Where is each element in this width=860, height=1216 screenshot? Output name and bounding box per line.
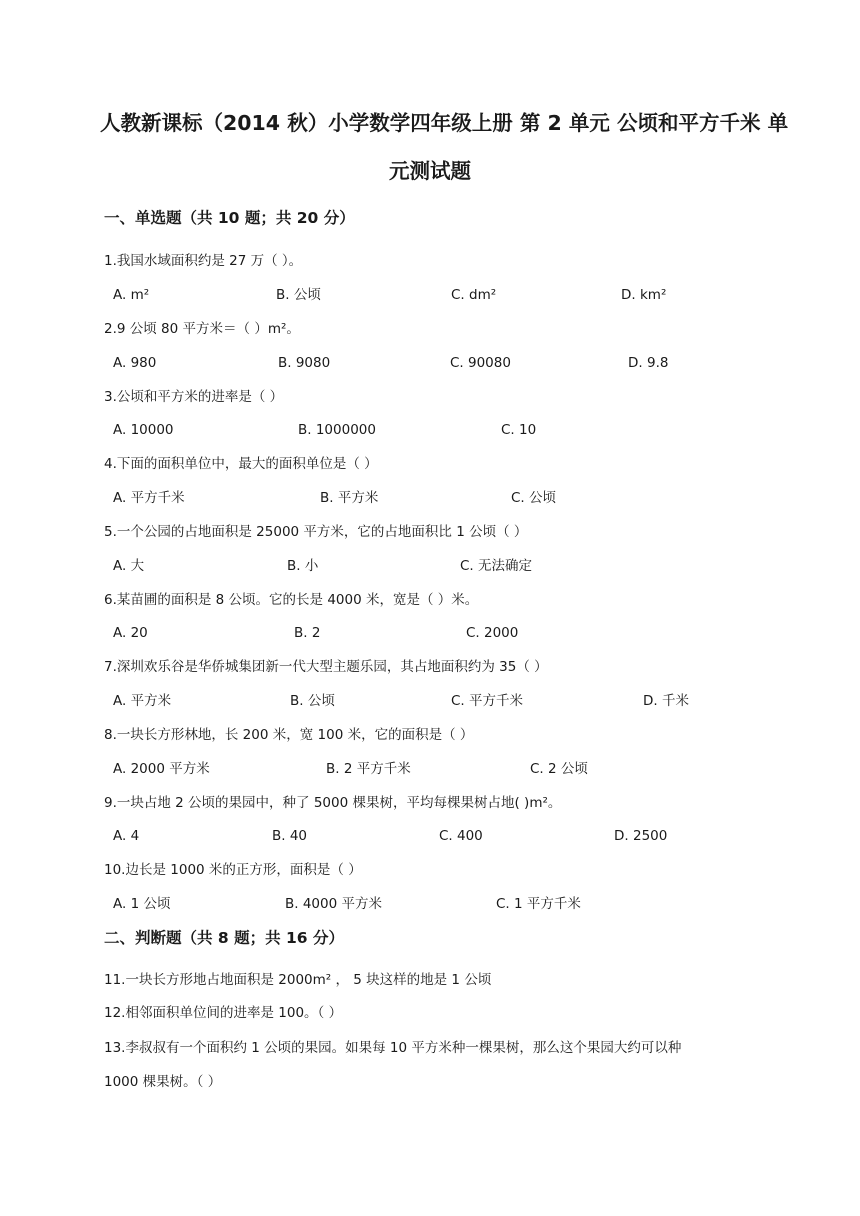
- question-4-option-a: A. 平方千米: [113, 490, 185, 506]
- question-3: 3.公顷和平方米的进率是（ ）: [104, 389, 284, 405]
- question-10-option-a: A. 1 公顷: [113, 896, 171, 912]
- question-2-option-b: B. 9080: [278, 355, 331, 371]
- question-4-option-b: B. 平方米: [320, 490, 379, 506]
- document-title-line-2: 元测试题: [389, 159, 471, 183]
- question-7-option-b: B. 公顷: [290, 693, 335, 709]
- question-9-option-d: D. 2500: [614, 828, 668, 844]
- question-8-option-c: C. 2 公顷: [530, 761, 588, 777]
- question-3-option-a: A. 10000: [113, 422, 174, 438]
- question-2: 2.9 公顷 80 平方米＝（ ）m²。: [104, 321, 300, 337]
- question-12: 12.相邻面积单位间的进率是 100。（ ）: [104, 1005, 343, 1021]
- document-title-line-1: 人教新课标（2014 秋）小学数学四年级上册 第 2 单元 公顷和平方千米 单: [100, 111, 789, 135]
- question-6-option-a: A. 20: [113, 625, 148, 641]
- question-13-line-2: 1000 棵果树。（ ）: [104, 1074, 222, 1090]
- question-5-option-a: A. 大: [113, 558, 145, 574]
- question-1: 1.我国水域面积约是 27 万（ ）。: [104, 253, 303, 269]
- question-7-option-d: D. 千米: [643, 693, 689, 709]
- question-2-option-d: D. 9.8: [628, 355, 669, 371]
- question-3-option-b: B. 1000000: [298, 422, 376, 438]
- question-9-option-c: C. 400: [439, 828, 483, 844]
- question-10-option-b: B. 4000 平方米: [285, 896, 382, 912]
- question-6-option-b: B. 2: [294, 625, 321, 641]
- question-4: 4.下面的面积单位中，最大的面积单位是（ ）: [104, 456, 378, 472]
- question-6: 6.某苗圃的面积是 8 公顷。它的长是 4000 米，宽是（ ）米。: [104, 592, 479, 608]
- question-7-option-c: C. 平方千米: [451, 693, 524, 709]
- question-3-option-c: C. 10: [501, 422, 537, 438]
- question-6-option-c: C. 2000: [466, 625, 519, 641]
- question-7-option-a: A. 平方米: [113, 693, 172, 709]
- question-5-option-b: B. 小: [287, 558, 319, 574]
- question-8: 8.一块长方形林地，长 200 米，宽 100 米，它的面积是（ ）: [104, 727, 474, 743]
- question-11: 11.一块长方形地占地面积是 2000m² ， 5 块这样的地是 1 公顷: [104, 972, 492, 988]
- question-1-option-c: C. dm²: [451, 287, 497, 303]
- question-1-option-b: B. 公顷: [276, 287, 321, 303]
- question-8-option-a: A. 2000 平方米: [113, 761, 210, 777]
- question-9: 9.一块占地 2 公顷的果园中，种了 5000 棵果树，平均每棵果树占地( )m²。: [104, 795, 562, 811]
- question-1-option-d: D. km²: [621, 287, 667, 303]
- question-1-option-a: A. m²: [113, 287, 150, 303]
- question-7: 7.深圳欢乐谷是华侨城集团新一代大型主题乐园，其占地面积约为 35（ ）: [104, 659, 548, 675]
- section-heading-single-choice: 一、单选题（共 10 题；共 20 分）: [104, 209, 355, 227]
- question-5: 5.一个公园的占地面积是 25000 平方米，它的占地面积比 1 公顷（ ）: [104, 524, 528, 540]
- question-9-option-a: A. 4: [113, 828, 140, 844]
- section-heading-true-false: 二、判断题（共 8 题；共 16 分）: [104, 929, 344, 947]
- question-10-option-c: C. 1 平方千米: [496, 896, 581, 912]
- question-5-option-c: C. 无法确定: [460, 558, 533, 574]
- question-2-option-c: C. 90080: [450, 355, 511, 371]
- question-8-option-b: B. 2 平方千米: [326, 761, 411, 777]
- question-9-option-b: B. 40: [272, 828, 308, 844]
- question-10: 10.边长是 1000 米的正方形，面积是（ ）: [104, 862, 362, 878]
- question-2-option-a: A. 980: [113, 355, 157, 371]
- question-13-line-1: 13.李叔叔有一个面积约 1 公顷的果园。如果每 10 平方米种一棵果树，那么这个果园大约可以种: [104, 1040, 682, 1056]
- question-4-option-c: C. 公顷: [511, 490, 557, 506]
